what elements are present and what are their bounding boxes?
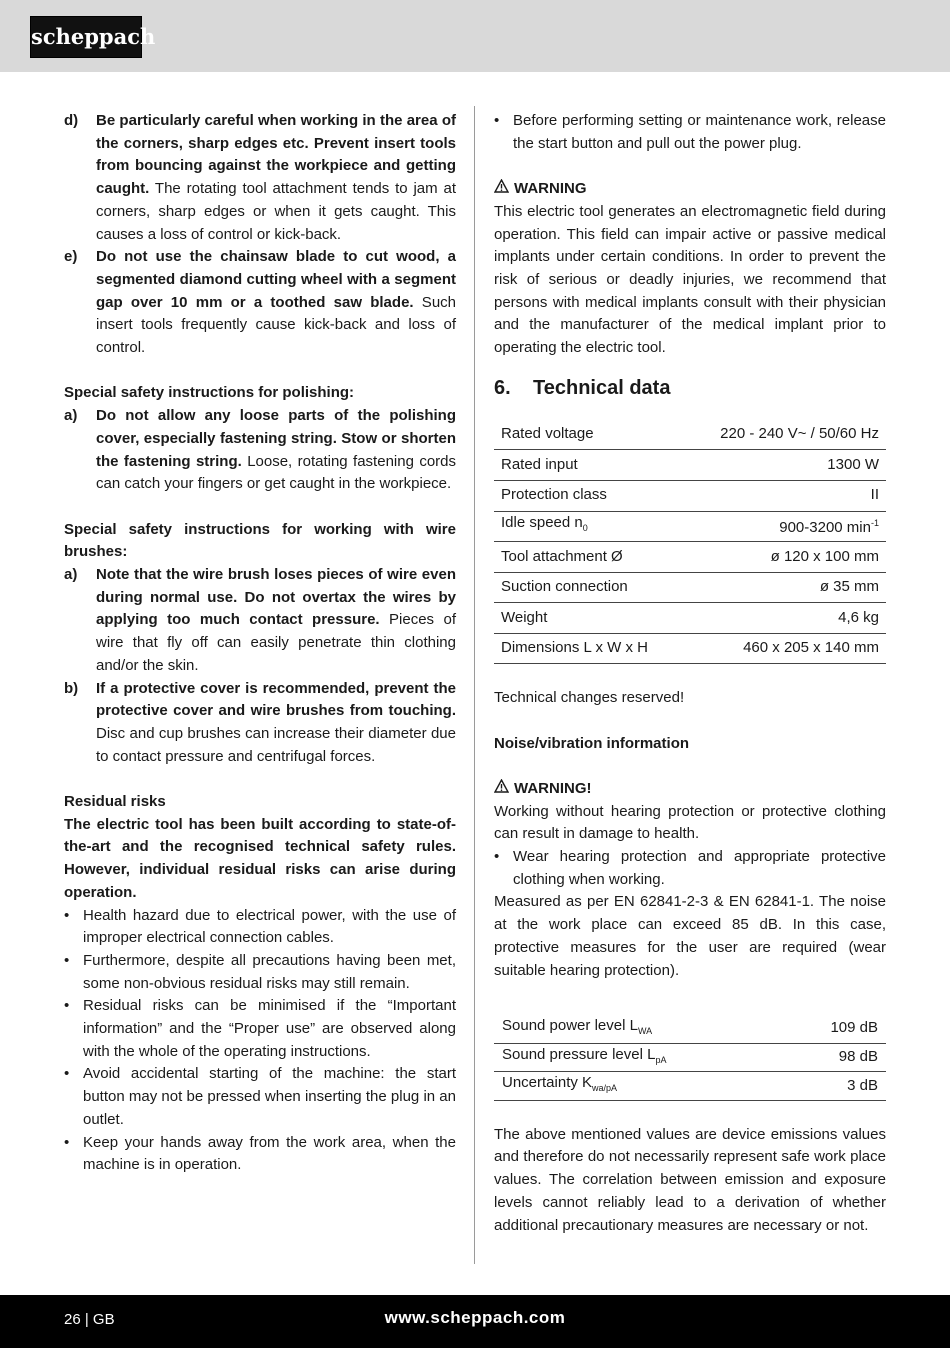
spec-value-text: 900-3200 min: [779, 519, 871, 537]
wire-brushes-heading: Special safety instructions for working with wire brushes:: [64, 520, 456, 561]
item-text: [96, 110, 456, 246]
noise-label-subscript: WA: [637, 1025, 653, 1036]
polishing-item-a: [64, 405, 456, 496]
spec-label: [494, 511, 683, 542]
residual-bullet: [64, 1132, 456, 1177]
table-row: [494, 603, 886, 634]
footer: [0, 1295, 950, 1348]
closing-text: The above mentioned values are device emissions values and therefore do not necessarily represent safe work place values. The correlation between emission and exposure levels cannot reliably lead to a derivation of whether additional precautionary measures are necessary or not.: [494, 1125, 886, 1234]
bullet-mark: •: [64, 997, 70, 1015]
warning-text: Working without hearing protection or protective clothing can result in damage to health.: [494, 802, 886, 843]
spec-label-text: Idle speed n: [501, 514, 583, 532]
spec-value-superscript: -1: [870, 518, 879, 529]
spec-label: Dimensions L x W x H: [494, 633, 683, 664]
spec-value: 220 - 240 V~ / 50/60 Hz: [683, 420, 886, 450]
noise-heading: Noise/vibration information: [494, 734, 690, 752]
item-normal-text: Pieces of wire that fly off can easily penetrate thin clothing and/or the skin.: [96, 611, 457, 674]
item-text: [96, 246, 456, 360]
noise-label-subscript: wa/pA: [592, 1083, 618, 1094]
scheppach-logo: scheppach: [30, 16, 142, 58]
spec-label: Weight: [494, 603, 683, 634]
wire-item-b: [64, 678, 456, 769]
noise-label-text: Uncertainty K: [502, 1074, 593, 1092]
item-label: e): [64, 248, 78, 266]
column-divider: [474, 106, 475, 1264]
spec-value: II: [683, 480, 886, 511]
spec-label-subscript: 0: [582, 523, 588, 534]
instruction-item-e: [64, 246, 456, 360]
item-bold-text: If a protective cover is recommended, prevent the protective cover and wire brushes from touching.: [96, 679, 456, 720]
table-row: [494, 480, 886, 511]
item-text: [96, 678, 456, 769]
spec-value: 4,6 kg: [683, 603, 886, 634]
section-title: [494, 374, 886, 402]
item-label: b): [64, 679, 79, 697]
table-row: [494, 1043, 886, 1072]
noise-label-text: Sound pressure level L: [502, 1045, 656, 1063]
left-column: [64, 110, 456, 1177]
bullet-text: Furthermore, despite all precautions having been met, some non-obvious residual risks may still remain.: [83, 951, 456, 992]
noise-value: 109 dB: [784, 1015, 886, 1043]
polishing-heading: Special safety instructions for polishing:: [64, 384, 355, 402]
noise-label: [494, 1015, 784, 1043]
item-normal-text: Loose, rotating fastening cords can catch your fingers or get caught in the workpiece.: [96, 452, 456, 493]
section-title-text: Technical data: [533, 376, 671, 399]
noise-value: 3 dB: [784, 1072, 886, 1101]
item-bold-text: Do not use the chainsaw blade to cut wood, a segmented diamond cutting wheel with a segment gap over 10 mm or a toothed saw blade.: [96, 248, 456, 311]
residual-bullet: [64, 950, 456, 995]
header-band: [0, 0, 950, 72]
table-row: [494, 1015, 886, 1043]
bullet-text: Keep your hands away from the work area, when the machine is in operation.: [83, 1133, 456, 1174]
table-row: [494, 420, 886, 450]
item-label: a): [64, 566, 78, 584]
item-text: [96, 405, 456, 496]
spec-label: Rated input: [494, 450, 683, 481]
right-column: [494, 110, 886, 1237]
spec-value: ø 35 mm: [683, 572, 886, 603]
table-row: [494, 633, 886, 664]
warning-title: WARNING: [514, 180, 587, 198]
technical-data-table: [494, 420, 886, 665]
measurement-text: Measured as per EN 62841-2-3 & EN 62841-1. The noise at the work place can exceed 85 dB. In this case, protective measures for the user are required (wear suitable hearing protection).: [494, 893, 886, 979]
warning-text: This electric tool generates an electromagnetic field during operation. This field can impair active or passive medical implants under certain conditions. In order to prevent the risk of serious or deadly injuries, we recommend that persons with medical implants consult with their physician and the manufacturer of the medical implant prior to operating the electric tool.: [494, 202, 886, 357]
spec-label: Suction connection: [494, 572, 683, 603]
residual-bullet: [64, 995, 456, 1063]
spec-value: 1300 W: [683, 450, 886, 481]
bullet-text: Residual risks can be minimised if the “Important information” and the “Proper use” are observed along with the whole of the operating instructions.: [83, 997, 456, 1060]
item-label: a): [64, 407, 78, 425]
website-link[interactable]: www.scheppach.com: [384, 1308, 566, 1327]
item-text: [96, 564, 456, 678]
table-row: [494, 542, 886, 573]
noise-label: [494, 1043, 784, 1072]
spec-label: Protection class: [494, 480, 683, 511]
table-row: [494, 450, 886, 481]
page-number: 26 | GB: [64, 1311, 115, 1328]
bullet-mark: •: [64, 951, 70, 969]
noise-label: [494, 1072, 784, 1101]
bullet-mark: •: [64, 906, 70, 924]
section-number: 6.: [494, 376, 511, 399]
item-label: d): [64, 112, 79, 129]
bullet-text: Health hazard due to electrical power, with the use of improper electrical connection cables.: [83, 906, 456, 947]
hearing-protection-bullet: [494, 846, 886, 891]
item-normal-text: Disc and cup brushes can increase their diameter due to contact pressure and centrifugal forces.: [96, 724, 456, 765]
item-bold-text: Note that the wire brush loses pieces of wire even during normal use. Do not overtax the wires by applying too much contact pressure.: [96, 566, 456, 629]
bullet-text: Before performing setting or maintenance work, release the start button and pull out the power plug.: [513, 112, 886, 152]
warning-triangle-icon: [494, 778, 509, 801]
spec-value: 460 x 205 x 140 mm: [683, 633, 886, 664]
bullet-mark: •: [64, 1065, 70, 1083]
instruction-item-d: [64, 110, 456, 246]
table-row: [494, 511, 886, 542]
residual-risks-heading: Residual risks: [64, 793, 166, 811]
table-row: [494, 572, 886, 603]
spec-label: Tool attachment Ø: [494, 542, 683, 573]
bullet-text: Avoid accidental starting of the machine: the start button may not be pressed when inserting the plug in an outlet.: [83, 1065, 456, 1128]
bullet-mark: •: [64, 1133, 70, 1151]
noise-label-subscript: pA: [655, 1054, 667, 1065]
maintenance-bullet: [494, 110, 886, 155]
technical-changes-note: Technical changes reserved!: [494, 689, 685, 707]
item-normal-text: The rotating tool attachment tends to jam at corners, sharp edges or when it gets caught. This causes a loss of control or kick-back.: [96, 180, 456, 243]
spec-label: Rated voltage: [494, 420, 683, 450]
warning-triangle-icon: [494, 178, 509, 201]
residual-bullet: [64, 905, 456, 950]
wire-item-a: [64, 564, 456, 678]
item-bold-text: Do not allow any loose parts of the polishing cover, especially fastening string. Stow or shorten the fastening string.: [96, 407, 456, 470]
spec-value: ø 120 x 100 mm: [683, 542, 886, 573]
residual-bullet: [64, 1063, 456, 1131]
item-normal-text: Such insert tools frequently cause kick-back and loss of control.: [96, 293, 456, 357]
bullet-mark: •: [494, 848, 500, 866]
spec-value: [683, 511, 886, 542]
table-row: [494, 1072, 886, 1101]
warning-heading: [494, 778, 886, 801]
bullet-text: Wear hearing protection and appropriate protective clothing when working.: [513, 848, 886, 888]
noise-value: 98 dB: [784, 1043, 886, 1072]
item-bold-text: Be particularly careful when working in the area of the corners, sharp edges etc. Prevent insert tools from bouncing against the workpiece and getting caught.: [96, 112, 456, 198]
warning-title: WARNING!: [514, 779, 592, 797]
noise-values-table: [494, 1015, 886, 1101]
noise-label-text: Sound power level L: [502, 1016, 638, 1034]
warning-heading: [494, 178, 886, 201]
bullet-mark: •: [494, 112, 500, 129]
residual-risks-intro: The electric tool has been built according to state-of-the-art and the recognised technical safety rules. However, individual residual risks can arise during operation.: [64, 815, 456, 901]
